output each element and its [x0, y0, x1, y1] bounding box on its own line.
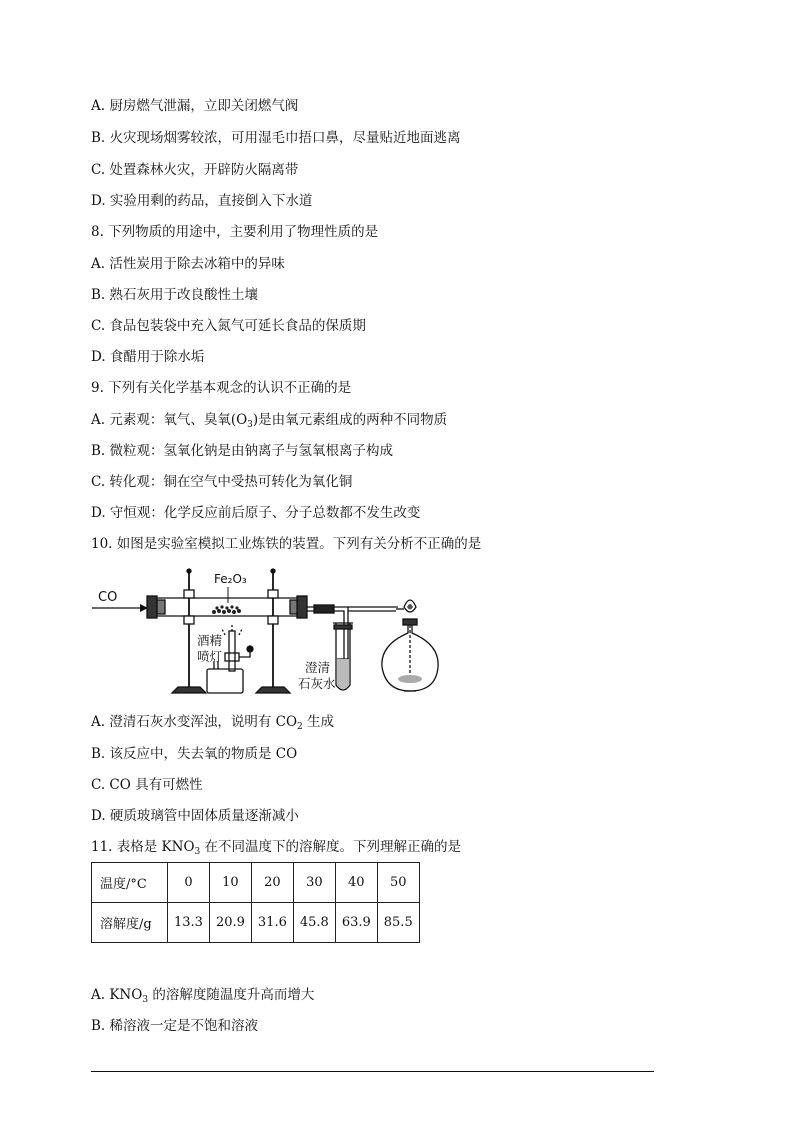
fe2o3-label: Fe₂O₃: [214, 572, 247, 586]
q8-option-a: A. 活性炭用于除去冰箱中的异味: [91, 256, 285, 272]
q11-option-a: [91, 986, 314, 1009]
iron-smelting-apparatus-diagram: [92, 563, 454, 699]
fe2o3-powder: [212, 605, 241, 614]
q10-option-a: [91, 713, 334, 736]
q10-option-d: D. 硬质玻璃管中固体质量逐渐减小: [91, 808, 299, 824]
q10-option-c: C. CO 具有可燃性: [91, 777, 203, 793]
q7-option-b: B. 火灾现场烟雾较浓，可用湿毛巾捂口鼻，尽量贴近地面逃离: [91, 130, 461, 146]
q9-option-b: B. 微粒观：氢氧化钠是由钠离子与氢氧根离子构成: [91, 443, 394, 459]
q9-option-d: D. 守恒观：化学反应前后原子、分子总数都不发生改变: [91, 505, 421, 521]
table-cell: 63.9: [335, 903, 377, 943]
q10-a-text: A. 澄清石灰水变浑浊，说明有 CO: [91, 714, 298, 730]
q8-option-b: B. 熟石灰用于改良酸性土壤: [91, 287, 259, 303]
q11-option-b: B. 稀溶液一定是不饱和溶液: [91, 1018, 259, 1034]
q11-a-text-end: 的溶解度随温度升高而增大: [148, 987, 315, 1003]
solubility-header: 溶解度/g: [92, 903, 168, 943]
q11-a-subscript: 3: [142, 995, 149, 1005]
q10-a-text-end: 生成: [302, 714, 335, 730]
q10-stem: 10. 如图是实验室模拟工业炼铁的装置。下列有关分析不正确的是: [91, 536, 482, 552]
lamp-label-line2: 喷灯: [197, 649, 223, 664]
table-cell: 31.6: [251, 903, 293, 943]
q7-option-c: C. 处置森林火灾，开辟防火隔离带: [91, 162, 299, 178]
q9-a-text-end: )是由氧元素组成的两种不同物质: [252, 412, 448, 428]
q9-stem: 9. 下列有关化学基本观念的认识不正确的是: [91, 380, 352, 396]
q11-stem: [91, 838, 461, 861]
table-cell: 20: [251, 863, 293, 903]
co-label: CO: [98, 590, 118, 605]
footer-rule: [91, 1071, 654, 1072]
q9-option-a: [91, 411, 447, 434]
q8-stem: 8. 下列物质的用途中，主要利用了物理性质的是: [91, 224, 379, 240]
solubility-table: [91, 862, 420, 943]
temp-header: 温度/°C: [92, 863, 168, 903]
q8-option-c: C. 食品包装袋中充入氮气可延长食品的保质期: [91, 318, 366, 334]
q11-stem-subscript: 3: [194, 847, 201, 857]
lamp-label-line1: 酒精: [197, 633, 223, 648]
limewater-test-tube: [333, 623, 353, 690]
table-cell: 40: [335, 863, 377, 903]
table-cell: 45.8: [293, 903, 335, 943]
q10-option-b: B. 该反应中，失去氧的物质是 CO: [91, 746, 298, 762]
q8-option-d: D. 食醋用于除水垢: [91, 349, 205, 365]
alcohol-lamp: [382, 600, 438, 691]
table-cell: 85.5: [377, 903, 419, 943]
table-cell: 10: [209, 863, 251, 903]
q7-option-a: A. 厨房燃气泄漏，立即关闭燃气阀: [91, 98, 299, 114]
q7-option-d: D. 实验用剩的药品，直接倒入下水道: [91, 193, 313, 209]
table-row-solubility: [92, 903, 420, 943]
q9-option-c: C. 转化观：铜在空气中受热可转化为氧化铜: [91, 474, 353, 490]
q11-a-text: A. KNO: [91, 987, 143, 1003]
table-cell: 20.9: [209, 903, 251, 943]
table-cell: 13.3: [168, 903, 210, 943]
limewater-label-line1: 澄清: [305, 660, 331, 675]
q11-stem-text: 11. 表格是 KNO: [91, 839, 195, 855]
q9-a-subscript: 3: [247, 420, 253, 430]
q11-stem-text-end: 在不同温度下的溶解度。下列理解正确的是: [200, 839, 462, 855]
table-cell: 50: [377, 863, 419, 903]
table-cell: 0: [168, 863, 210, 903]
table-row-temperature: [92, 863, 420, 903]
limewater-label-line2: 石灰水: [298, 676, 336, 691]
table-cell: 30: [293, 863, 335, 903]
q10-a-subscript: 2: [297, 722, 303, 732]
q9-a-text: A. 元素观：氧气、臭氧(O: [91, 412, 248, 428]
